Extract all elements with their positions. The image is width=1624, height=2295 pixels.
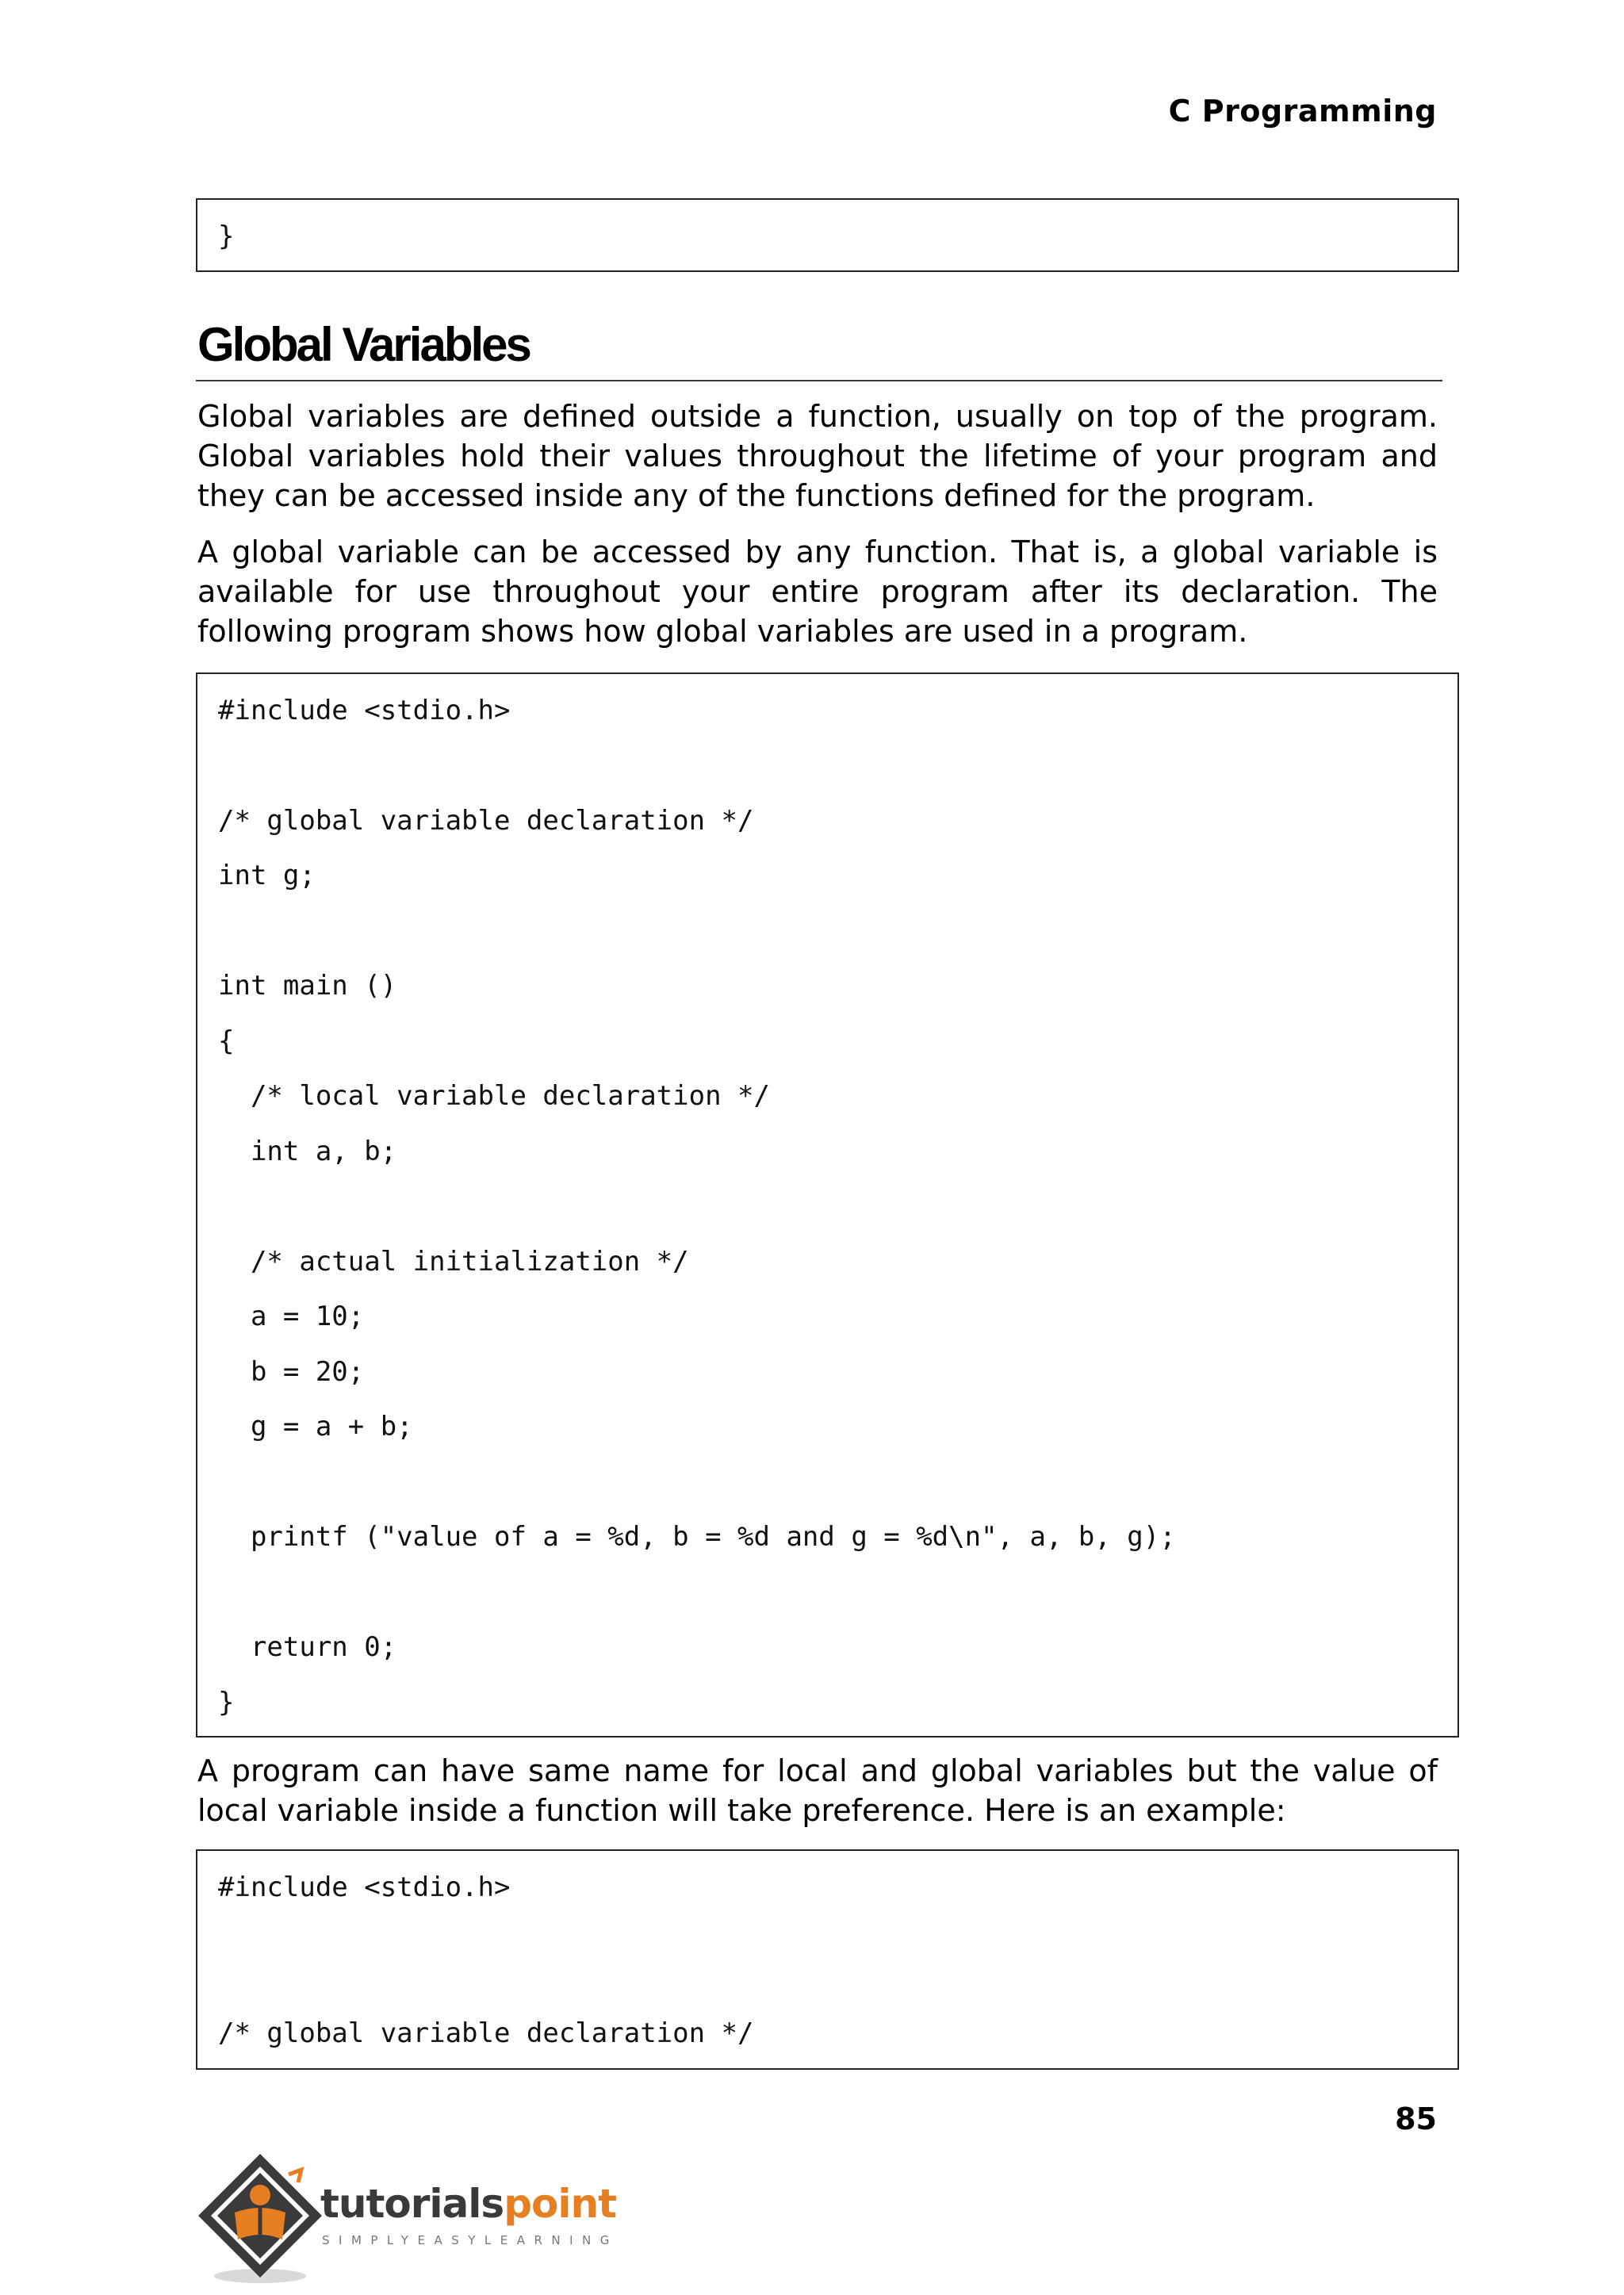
- tutorialspoint-logo: [195, 2151, 639, 2285]
- title-rule: [196, 380, 1442, 381]
- logo-word-tutorials: tutorials: [320, 2181, 504, 2227]
- code-line: return 0;: [218, 1631, 397, 1663]
- code-line: a = 10;: [218, 1301, 365, 1332]
- paragraph-intro: Global variables are defined outside a function, usually on top of the program. Global variables hold their values throughout the lifetime of your program and they can be accessed inside any of the functions defined for the program.: [197, 399, 1438, 513]
- code-block-example-1: [196, 672, 1459, 1738]
- code-line: int g;: [218, 860, 316, 891]
- code-line: #include <stdio.h>: [218, 1872, 511, 1903]
- logo-diamond-icon: [195, 2151, 330, 2285]
- page-number: 85: [1395, 2102, 1437, 2136]
- code-line: }: [218, 1687, 235, 1718]
- code-line: int a, b;: [218, 1136, 397, 1167]
- logo-wordmark: [320, 2181, 616, 2227]
- section-title: Global Variables: [197, 318, 530, 371]
- code-line: }: [218, 220, 235, 252]
- running-header: C Programming: [1168, 94, 1437, 128]
- code-line: /* local variable declaration */: [218, 1080, 770, 1112]
- code-line: int main (): [218, 970, 397, 1002]
- logo-word-point: point: [504, 2181, 616, 2227]
- code-line: g = a + b;: [218, 1411, 413, 1443]
- paragraph-shadowing: A program can have same name for local and global variables but the value of local variable inside a function will take preference. Here is an example:: [197, 1753, 1438, 1828]
- code-block-continued: [196, 198, 1459, 272]
- code-line: /* actual initialization */: [218, 1246, 689, 1278]
- code-line: /* global variable declaration */: [218, 805, 754, 837]
- code-line: b = 20;: [218, 1356, 365, 1388]
- code-block-example-2: [196, 1849, 1459, 2070]
- code-line: printf ("value of a = %d, b = %d and g = %d\n", a, b, g);: [218, 1521, 1176, 1553]
- code-line: #include <stdio.h>: [218, 695, 511, 726]
- logo-tagline: SIMPLYEASYLEARNING: [322, 2233, 619, 2247]
- code-line: {: [218, 1025, 235, 1057]
- code-line: /* global variable declaration */: [218, 2017, 754, 2049]
- paragraph-usage: A global variable can be accessed by any function. That is, a global variable is available for use throughout your entire program after its declaration. The following program shows how global variables are used in a program.: [197, 534, 1438, 649]
